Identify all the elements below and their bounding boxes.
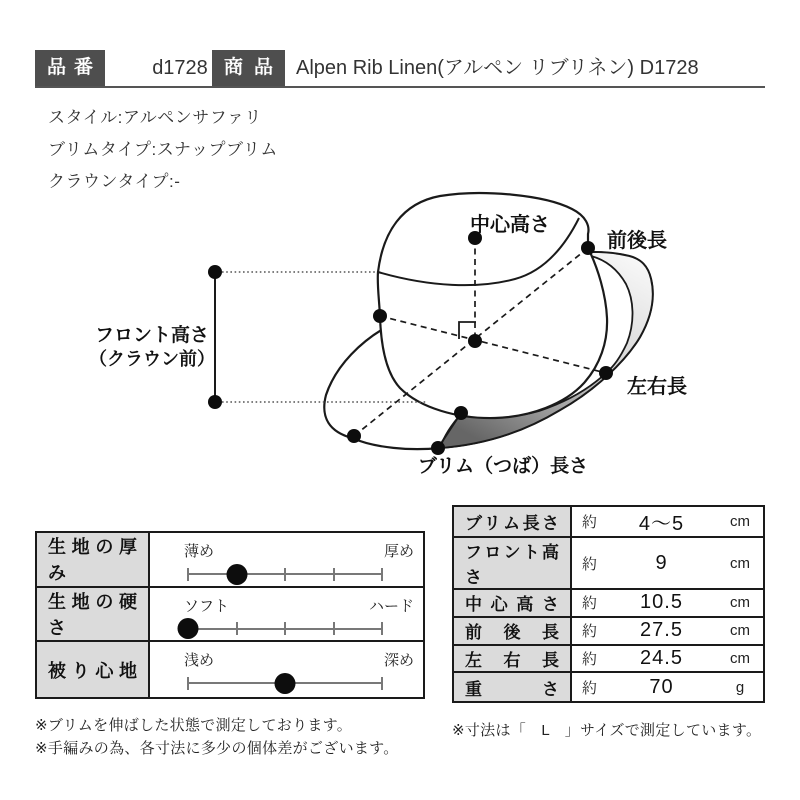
label-front-height-line2: （クラウン前） xyxy=(89,349,215,369)
item-code-value: d1728 xyxy=(152,57,208,79)
attribute-row-thickness xyxy=(37,533,423,588)
slider-dot xyxy=(178,618,199,639)
label-left-right-length: 左右長 xyxy=(627,376,687,398)
approx-prefix: 約 xyxy=(582,595,598,613)
attribute-row-fit xyxy=(37,642,423,697)
size-value: 10.5 xyxy=(640,591,683,614)
slider-max-label: ハード xyxy=(368,597,414,615)
thickness-slider xyxy=(150,533,423,586)
slider-min-label: 浅め xyxy=(184,652,215,670)
product-name-badge: 商品名 xyxy=(212,50,285,86)
approx-prefix: 約 xyxy=(582,623,598,641)
product-name-value: Alpen Rib Linen(アルペン リブリネン) D1728 xyxy=(296,57,699,79)
size-value: 24.5 xyxy=(640,646,683,669)
footnote-handmade-variance: ※手編みの為、各寸法に多少の個体差がございます。 xyxy=(35,740,399,757)
slider-min-label: 薄め xyxy=(184,543,215,560)
size-table xyxy=(452,505,765,703)
fit-slider xyxy=(150,642,423,697)
size-row-center-height: 中心高さ 約 10.5 cm xyxy=(454,590,763,618)
spec-crown-type: クラウンタイプ:- xyxy=(48,172,181,191)
size-unit: cm xyxy=(730,513,750,530)
slider-max-label: 厚め xyxy=(383,543,414,560)
label-brim-length: ブリム（つば）長さ xyxy=(417,456,589,477)
header-underline xyxy=(35,86,765,88)
spec-brim-type: ブリムタイプ:スナップブリム xyxy=(48,140,278,159)
attribute-label: 被り心地 xyxy=(37,642,150,697)
size-unit: g xyxy=(735,678,745,696)
spec-style: スタイル:アルペンサファリ xyxy=(48,108,262,127)
size-value: 9 xyxy=(655,551,668,574)
slider-dot xyxy=(226,564,247,585)
size-row-weight: 重さ 約 70 g xyxy=(454,673,763,701)
size-unit: cm xyxy=(730,594,750,612)
attribute-row-hardness xyxy=(37,588,423,643)
slider-max-label: 深め xyxy=(383,652,414,670)
attribute-label: 生地の厚み xyxy=(37,533,150,586)
label-front-height-line1: フロント高さ xyxy=(94,325,210,346)
slider-dot xyxy=(275,673,296,694)
size-value: 27.5 xyxy=(640,619,683,642)
approx-prefix: 約 xyxy=(582,650,598,668)
slider-track xyxy=(188,628,382,630)
size-unit: cm xyxy=(730,649,750,667)
size-row-brim: ブリム長さ 約 4〜5 cm xyxy=(454,507,763,538)
size-row-front-height: フロント高さ 約 9 cm xyxy=(454,538,763,590)
approx-prefix: 約 xyxy=(582,555,598,573)
size-row-front-back: 前後長 約 27.5 cm xyxy=(454,618,763,646)
attribute-table xyxy=(35,531,425,699)
hat-measurement-diagram xyxy=(60,185,720,495)
approx-prefix: 約 xyxy=(582,514,598,531)
slider-track xyxy=(188,682,382,684)
slider-track xyxy=(188,573,382,575)
slider-min-label: ソフト xyxy=(184,597,230,615)
footnote-brim-measured: ※ブリムを伸ばした状態で測定しております。 xyxy=(35,717,353,734)
item-code-badge: 品番 xyxy=(35,50,105,86)
size-unit: cm xyxy=(730,622,750,640)
size-value: 4〜5 xyxy=(638,513,685,535)
attribute-label: 生地の硬さ xyxy=(37,588,150,641)
size-unit: cm xyxy=(730,554,750,572)
hardness-slider xyxy=(150,588,423,641)
label-center-height: 中心高さ xyxy=(470,214,550,236)
label-front-back-length: 前後長 xyxy=(607,230,667,252)
size-row-left-right: 左右長 約 24.5 cm xyxy=(454,646,763,674)
size-value: 70 xyxy=(649,675,674,698)
footnote-size-l: ※寸法は「 L 」サイズで測定しています。 xyxy=(452,722,762,739)
approx-prefix: 約 xyxy=(582,679,598,697)
